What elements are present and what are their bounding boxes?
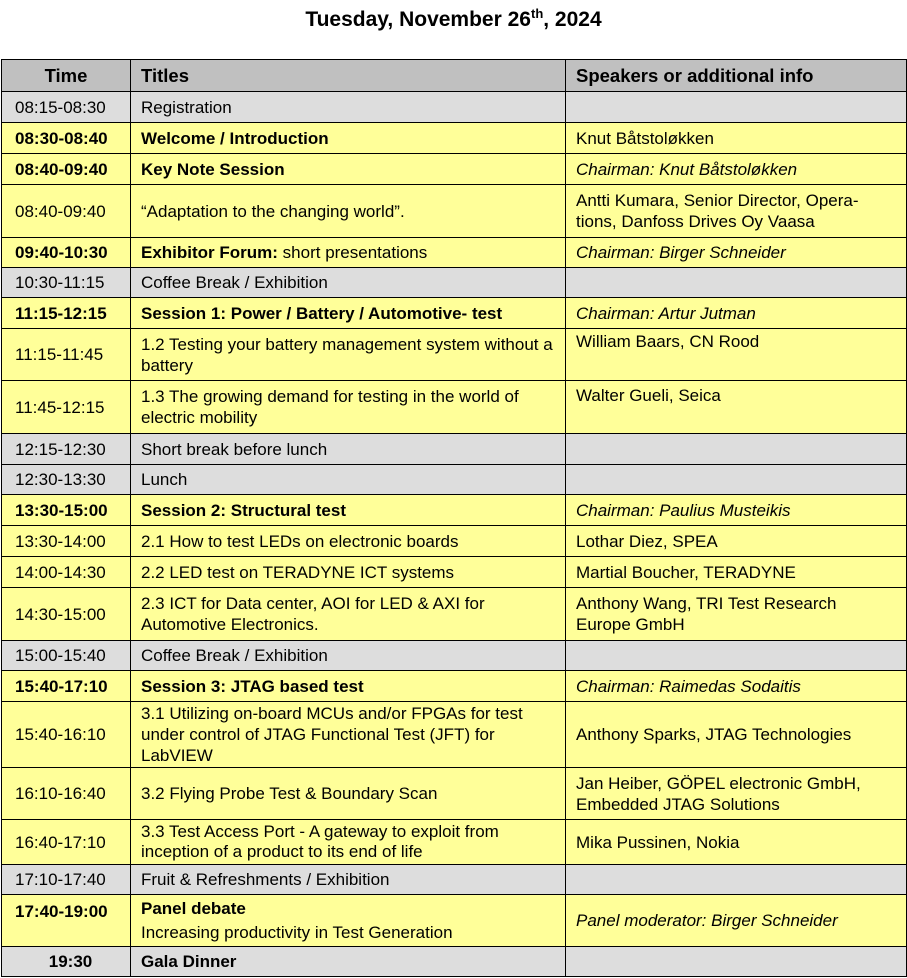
table-row — [2, 671, 907, 702]
table-row — [2, 820, 907, 865]
title-cell: Welcome / Introduction — [131, 123, 566, 154]
table-header-row — [2, 60, 907, 92]
speaker-cell: Chairman: Artur Jutman — [566, 298, 907, 329]
time-cell: 12:15-12:30 — [2, 434, 131, 465]
title-cell: “Adaptation to the changing world”. — [131, 185, 566, 238]
title-cell: Coffee Break / Exhibition — [131, 641, 566, 671]
speaker-cell: Chairman: Paulius Musteikis — [566, 495, 907, 526]
time-cell: 08:30-08:40 — [2, 123, 131, 154]
title-cell: Coffee Break / Exhibition — [131, 268, 566, 298]
table-row — [2, 526, 907, 557]
table-row — [2, 465, 907, 495]
title-cell: 3.3 Test Access Port - A gateway to exploit from inception of a product to its end of life — [131, 820, 566, 865]
table-row — [2, 154, 907, 185]
time-cell: 09:40-10:30 — [2, 238, 131, 268]
time-cell: 19:30 — [2, 947, 131, 977]
table-row — [2, 123, 907, 154]
table-row — [2, 298, 907, 329]
speaker-cell: Anthony Wang, TRI Test Research Europe GmbH — [566, 588, 907, 641]
time-cell: 17:10-17:40 — [2, 865, 131, 895]
table-row — [2, 865, 907, 895]
column-header-speakers: Speakers or additional info — [566, 60, 907, 92]
table-row — [2, 92, 907, 123]
speaker-cell: Mika Pussinen, Nokia — [566, 820, 907, 865]
time-cell: 08:40-09:40 — [2, 185, 131, 238]
speaker-cell: Antti Kumara, Senior Director, Opera-tions, Danfoss Drives Oy Vaasa — [566, 185, 907, 238]
speaker-cell: Anthony Sparks, JTAG Technologies — [566, 702, 907, 768]
table-row — [2, 702, 907, 768]
table-row — [2, 495, 907, 526]
title-cell: Fruit & Refreshments / Exhibition — [131, 865, 566, 895]
time-cell: 16:40-17:10 — [2, 820, 131, 865]
speaker-cell: Knut Båtstoløkken — [566, 123, 907, 154]
title-cell: 1.2 Testing your battery management system without a battery — [131, 329, 566, 381]
title-cell: Short break before lunch — [131, 434, 566, 465]
title-cell: Registration — [131, 92, 566, 123]
title-cell: Key Note Session — [131, 154, 566, 185]
title-cell: Session 2: Structural test — [131, 495, 566, 526]
title-cell: 3.1 Utilizing on-board MCUs and/or FPGAs for test under control of JTAG Functional Test (JFT) for LabVIEW — [131, 702, 566, 768]
time-cell: 15:00-15:40 — [2, 641, 131, 671]
speaker-cell — [566, 268, 907, 298]
title-cell — [131, 895, 566, 947]
title-cell — [131, 238, 566, 268]
title-cell: Session 3: JTAG based test — [131, 671, 566, 702]
time-cell: 13:30-15:00 — [2, 495, 131, 526]
table-row — [2, 329, 907, 381]
table-row — [2, 434, 907, 465]
table-row — [2, 557, 907, 588]
table-row — [2, 381, 907, 434]
table-row — [2, 768, 907, 820]
time-cell: 08:40-09:40 — [2, 154, 131, 185]
time-cell: 13:30-14:00 — [2, 526, 131, 557]
title-bold-part: Panel debate — [141, 898, 246, 918]
page-title: Tuesday, November 26th, 2024 — [305, 6, 602, 31]
time-cell: 14:30-15:00 — [2, 588, 131, 641]
speaker-cell: Panel moderator: Birger Schneider — [566, 895, 907, 947]
time-cell: 15:40-16:10 — [2, 702, 131, 768]
time-cell: 14:00-14:30 — [2, 557, 131, 588]
title-cell: Lunch — [131, 465, 566, 495]
title-cell: 1.3 The growing demand for testing in the world of electric mobility — [131, 381, 566, 434]
time-cell: 15:40-17:10 — [2, 671, 131, 702]
title-rest: short presentations — [277, 243, 428, 262]
time-cell: 17:40-19:00 — [2, 895, 131, 947]
title-cell: 2.2 LED test on TERADYNE ICT systems — [131, 557, 566, 588]
time-cell: 11:15-12:15 — [2, 298, 131, 329]
title-bold-part: Exhibitor Forum: — [141, 243, 278, 262]
table-row — [2, 641, 907, 671]
speaker-cell: William Baars, CN Rood — [566, 329, 907, 381]
time-cell: 16:10-16:40 — [2, 768, 131, 820]
speaker-cell: Chairman: Birger Schneider — [566, 238, 907, 268]
speaker-cell: Martial Boucher, TERADYNE — [566, 557, 907, 588]
speaker-cell: Chairman: Knut Båtstoløkken — [566, 154, 907, 185]
time-cell: 11:45-12:15 — [2, 381, 131, 434]
time-cell: 12:30-13:30 — [2, 465, 131, 495]
speaker-cell — [566, 947, 907, 977]
speaker-cell — [566, 865, 907, 895]
speaker-cell — [566, 641, 907, 671]
column-header-titles: Titles — [131, 60, 566, 92]
table-row — [2, 238, 907, 268]
title-cell: Gala Dinner — [131, 947, 566, 977]
speaker-cell: Chairman: Raimedas Sodaitis — [566, 671, 907, 702]
title-cell: 2.1 How to test LEDs on electronic boards — [131, 526, 566, 557]
speaker-cell: Lothar Diez, SPEA — [566, 526, 907, 557]
table-row — [2, 588, 907, 641]
time-cell: 08:15-08:30 — [2, 92, 131, 123]
table-row — [2, 268, 907, 298]
title-cell: 2.3 ICT for Data center, AOI for LED & AXI for Automotive Electronics. — [131, 588, 566, 641]
speaker-cell — [566, 434, 907, 465]
table-row — [2, 947, 907, 977]
title-rest: Increasing productivity in Test Generation — [141, 922, 453, 942]
speaker-cell — [566, 465, 907, 495]
schedule-table — [1, 59, 907, 977]
speaker-cell: Jan Heiber, GÖPEL electronic GmbH, Embedded JTAG Solutions — [566, 768, 907, 820]
title-cell: Session 1: Power / Battery / Automotive- test — [131, 298, 566, 329]
speaker-cell — [566, 92, 907, 123]
time-cell: 10:30-11:15 — [2, 268, 131, 298]
title-cell: 3.2 Flying Probe Test & Boundary Scan — [131, 768, 566, 820]
speaker-cell: Walter Gueli, Seica — [566, 381, 907, 434]
table-row — [2, 185, 907, 238]
column-header-time: Time — [2, 60, 131, 92]
table-row — [2, 895, 907, 947]
time-cell: 11:15-11:45 — [2, 329, 131, 381]
